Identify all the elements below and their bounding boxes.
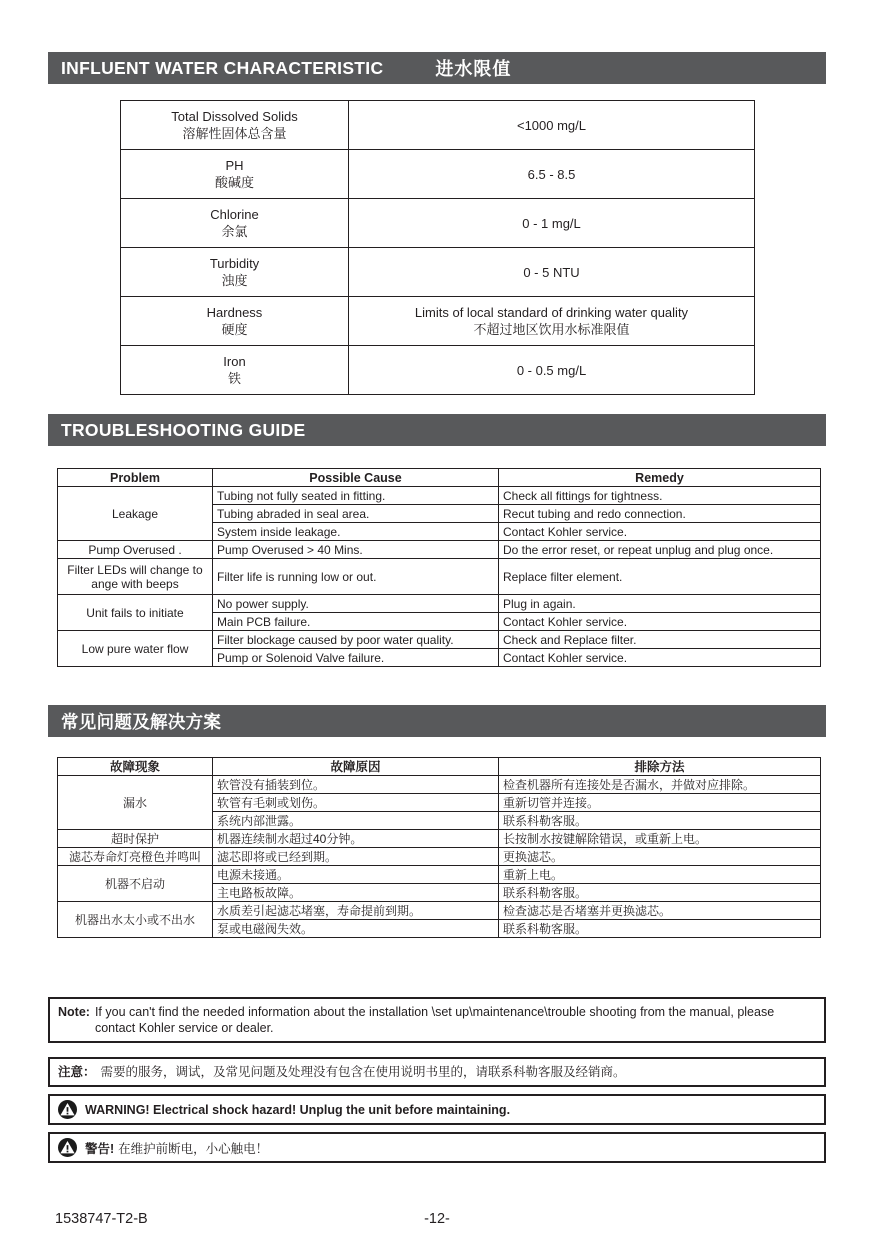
param-label-en: PH (225, 158, 244, 173)
param-value-zh: 不超过地区饮用水标准限值 (473, 322, 630, 337)
remedy-cell: Recut tubing and redo connection. (499, 505, 821, 523)
remedy-cell: 重新上电。 (499, 866, 821, 884)
cause-cell: 系统内部泄露。 (213, 812, 499, 830)
remedy-cell: Contact Kohler service. (499, 649, 821, 667)
col-header-cause-zh: 故障原因 (213, 758, 499, 776)
remedy-cell: Replace filter element. (499, 559, 821, 595)
col-header-problem-zh: 故障现象 (58, 758, 213, 776)
remedy-cell: 检查滤芯是否堵塞并更换滤芯。 (499, 902, 821, 920)
cause-cell: 电源未接通。 (213, 866, 499, 884)
param-value: 0 - 5 NTU (523, 264, 580, 280)
table-row (121, 150, 755, 199)
param-value-en: Limits of local standard of drinking water quality (414, 305, 689, 320)
problem-cell: Unit fails to initiate (58, 595, 213, 631)
table-row (121, 297, 755, 346)
influent-water-table (120, 100, 755, 395)
cause-cell: 机器连续制水超过40分钟。 (213, 830, 499, 848)
col-header-cause: Possible Cause (213, 469, 499, 487)
param-cell (121, 248, 349, 297)
remedy-cell: Plug in again. (499, 595, 821, 613)
remedy-cell: Check and Replace filter. (499, 631, 821, 649)
cause-cell: 主电路板故障。 (213, 884, 499, 902)
warning-icon (58, 1138, 77, 1157)
remedy-cell: Contact Kohler service. (499, 613, 821, 631)
note-text-zh: 需要的服务，调试，及常见问题及处理没有包含在使用说明书里的，请联系科勒客服及经销商。 (100, 1065, 626, 1079)
remedy-cell: 检查机器所有连接处是否漏水，并做对应排除。 (499, 776, 821, 794)
col-header-problem: Problem (58, 469, 213, 487)
table-row (58, 541, 821, 559)
note-box-zh (48, 1057, 826, 1087)
cause-cell: 滤芯即将或已经到期。 (213, 848, 499, 866)
cause-cell: Tubing abraded in seal area. (213, 505, 499, 523)
section-header-troubleshooting-zh (48, 705, 826, 737)
param-value: <1000 mg/L (516, 117, 587, 133)
table-row (58, 559, 821, 595)
table-row (121, 199, 755, 248)
page-number: -12- (424, 1211, 450, 1227)
note-label-en: Note: (58, 1005, 90, 1019)
table-row (58, 830, 821, 848)
table-row (58, 848, 821, 866)
cause-cell: Pump Overused > 40 Mins. (213, 541, 499, 559)
table-row (58, 631, 821, 649)
note-box-en (48, 997, 826, 1043)
page-footer (48, 1211, 826, 1231)
table-row (58, 487, 821, 505)
table-row (58, 902, 821, 920)
remedy-cell: 长按制水按键解除错误，或重新上电。 (499, 830, 821, 848)
param-cell (121, 199, 349, 248)
value-cell (349, 248, 755, 297)
section-title-troubleshooting-en: TROUBLESHOOTING GUIDE (61, 419, 306, 440)
param-label-zh: 余氯 (221, 224, 248, 239)
cause-cell: 泵或电磁阀失效。 (213, 920, 499, 938)
param-label-zh: 浊度 (221, 273, 248, 288)
remedy-cell: 更换滤芯。 (499, 848, 821, 866)
remedy-cell: 联系科勒客服。 (499, 884, 821, 902)
cause-cell: 软管有毛刺或划伤。 (213, 794, 499, 812)
param-label-en: Turbidity (209, 256, 260, 271)
warning-text-en: WARNING! Electrical shock hazard! Unplug the unit before maintaining. (85, 1102, 511, 1117)
table-row (58, 776, 821, 794)
param-label-en: Hardness (206, 305, 263, 320)
table-row (58, 595, 821, 613)
table-header-row (58, 469, 821, 487)
problem-cell: Filter LEDs will change to ange with beeps (58, 559, 213, 595)
cause-cell: No power supply. (213, 595, 499, 613)
troubleshooting-table-en (57, 468, 821, 667)
warning-label-zh: 警告! (85, 1141, 115, 1156)
table-row (58, 866, 821, 884)
cause-cell: System inside leakage. (213, 523, 499, 541)
value-cell (349, 346, 755, 395)
warning-text-zh: 在维护前断电，小心触电！ (118, 1141, 269, 1156)
value-cell (349, 150, 755, 199)
param-cell (121, 297, 349, 346)
param-value: 0 - 0.5 mg/L (516, 362, 587, 378)
cause-cell: Pump or Solenoid Valve failure. (213, 649, 499, 667)
problem-cell: 机器出水太小或不出水 (58, 902, 213, 938)
doc-number: 1538747-T2-B (55, 1211, 148, 1227)
table-row (121, 248, 755, 297)
section-title-troubleshooting-zh: 常见问题及解决方案 (61, 711, 222, 732)
value-cell (349, 101, 755, 150)
param-cell (121, 101, 349, 150)
remedy-cell: Contact Kohler service. (499, 523, 821, 541)
section-header-troubleshooting-en (48, 414, 826, 446)
param-cell (121, 346, 349, 395)
param-value: 6.5 - 8.5 (527, 166, 576, 182)
problem-cell: 滤芯寿命灯亮橙色并鸣叫 (58, 848, 213, 866)
problem-cell: Low pure water flow (58, 631, 213, 667)
warning-box-en (48, 1094, 826, 1125)
cause-cell: 水质差引起滤芯堵塞，寿命提前到期。 (213, 902, 499, 920)
problem-cell: Pump Overused . (58, 541, 213, 559)
param-label-zh: 硬度 (221, 322, 248, 337)
section-title-influent-zh: 进水限值 (435, 59, 512, 79)
cause-cell: Filter blockage caused by poor water quality. (213, 631, 499, 649)
param-cell (121, 150, 349, 199)
remedy-cell: Check all fittings for tightness. (499, 487, 821, 505)
troubleshooting-table-zh (57, 757, 821, 938)
note-text-en: If you can't find the needed information about the installation \set up\maintenance\trouble shooting from the manual, please contact Kohler service or dealer. (94, 1005, 775, 1035)
remedy-cell: 联系科勒客服。 (499, 812, 821, 830)
table-header-row (58, 758, 821, 776)
table-row (121, 346, 755, 395)
section-header-influent (48, 52, 826, 84)
remedy-cell: Do the error reset, or repeat unplug and plug once. (499, 541, 821, 559)
problem-cell: 机器不启动 (58, 866, 213, 902)
cause-cell: Filter life is running low or out. (213, 559, 499, 595)
param-label-en: Chlorine (210, 207, 259, 222)
col-header-remedy-zh: 排除方法 (499, 758, 821, 776)
warning-icon (58, 1100, 77, 1119)
problem-cell: Leakage (58, 487, 213, 541)
problem-cell: 漏水 (58, 776, 213, 830)
param-label-zh: 酸碱度 (214, 175, 254, 190)
param-label-en: Iron (223, 354, 246, 369)
param-label-zh: 溶解性固体总含量 (182, 126, 287, 141)
cause-cell: Main PCB failure. (213, 613, 499, 631)
warning-box-zh (48, 1132, 826, 1163)
remedy-cell: 重新切管并连接。 (499, 794, 821, 812)
param-label-zh: 铁 (227, 371, 241, 386)
value-cell (349, 297, 755, 346)
remedy-cell: 联系科勒客服。 (499, 920, 821, 938)
problem-cell: 超时保护 (58, 830, 213, 848)
col-header-remedy: Remedy (499, 469, 821, 487)
table-row (121, 101, 755, 150)
param-label-en: Total Dissolved Solids (171, 109, 298, 124)
value-cell (349, 199, 755, 248)
cause-cell: 软管没有插装到位。 (213, 776, 499, 794)
cause-cell: Tubing not fully seated in fitting. (213, 487, 499, 505)
note-label-zh: 注意： (58, 1065, 96, 1079)
param-value: 0 - 1 mg/L (522, 215, 581, 231)
section-title-influent-en: INFLUENT WATER CHARACTERISTIC (61, 57, 384, 78)
